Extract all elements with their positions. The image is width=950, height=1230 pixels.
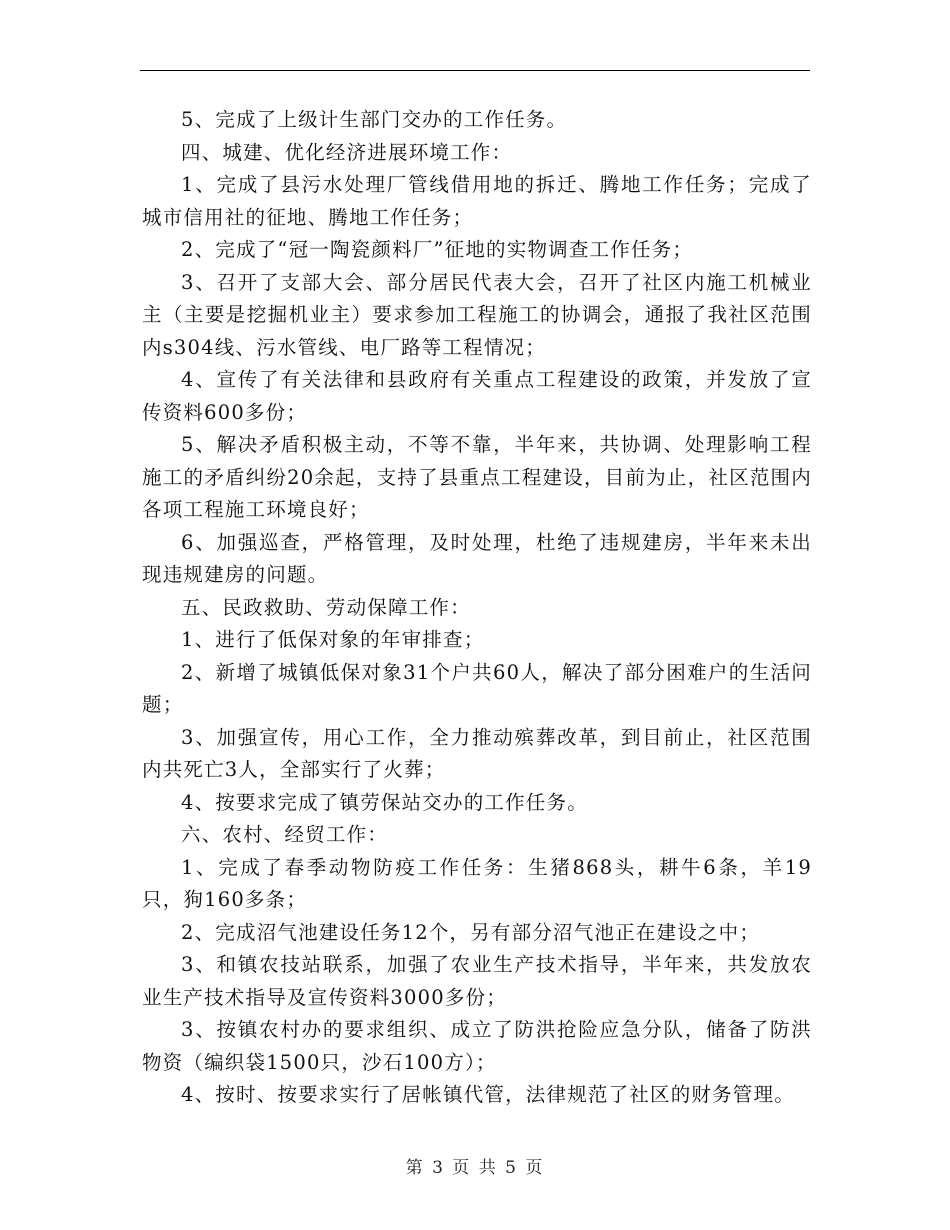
paragraph: 3、召开了支部大会、部分居民代表大会，召开了社区内施工机械业主（主要是挖掘机业主）要求参加工程施工的协调会，通报了我社区范围内s304线、污水管线、电厂路等工程情况； <box>142 270 812 359</box>
paragraph: 2、完成了“冠一陶瓷颜料厂”征地的实物调查工作任务； <box>181 238 694 261</box>
paragraph: 3、和镇农技站联系，加强了农业生产技术指导，半年来，共发放农业生产技术指导及宣传资料3000多份； <box>142 953 812 1009</box>
section-heading: 四、城建、优化经济进展环境工作： <box>181 140 513 164</box>
paragraph: 6、加强巡查，严格管理，及时处理，杜绝了违规建房，半年来未出现违规建房的问题。 <box>142 530 812 586</box>
paragraph: 5、解决矛盾积极主动，不等不靠，半年来，共协调、处理影响工程施工的矛盾纠纷20余起，支持了县重点工程建设，目前为止，社区范围内各项工程施工环境良好； <box>142 433 812 521</box>
page-number-footer: 第 3 页 共 5 页 <box>405 1158 545 1178</box>
paragraph: 5、完成了上级计生部门交办的工作任务。 <box>181 108 568 131</box>
section-heading: 六、农村、经贸工作： <box>181 823 389 846</box>
paragraph: 2、完成沼气池建设任务12个，另有部分沼气池正在建设之中； <box>181 920 761 944</box>
paragraph: 1、进行了低保对象的年审排查； <box>181 628 485 651</box>
section-heading: 五、民政救助、劳动保障工作： <box>181 595 471 619</box>
document-body <box>142 104 812 1112</box>
header-rule <box>140 70 810 71</box>
paragraph: 1、完成了春季动物防疫工作任务：生猪868头，耕牛6条，羊19只，狗160多条； <box>142 855 812 911</box>
paragraph: 4、按要求完成了镇劳保站交办的工作任务。 <box>181 790 588 814</box>
paragraph: 3、按镇农村办的要求组织、成立了防洪抢险应急分队，储备了防洪物资（编织袋1500只，沙石100方）； <box>142 1018 812 1074</box>
paragraph: 3、加强宣传，用心工作，全力推动殡葬改革，到目前止，社区范围内共死亡3人，全部实行了火葬； <box>142 725 812 781</box>
paragraph: 4、按时、按要求实行了居帐镇代管，法律规范了社区的财务管理。 <box>181 1083 795 1106</box>
paragraph: 1、完成了县污水处理厂管线借用地的拆迁、腾地工作任务；完成了城市信用社的征地、腾地工作任务； <box>142 173 812 229</box>
paragraph: 4、宣传了有关法律和县政府有关重点工程建设的政策，并发放了宣传资料600多份； <box>142 368 812 424</box>
paragraph: 2、新增了城镇低保对象31个户共60人，解决了部分困难户的生活问题； <box>142 660 812 716</box>
